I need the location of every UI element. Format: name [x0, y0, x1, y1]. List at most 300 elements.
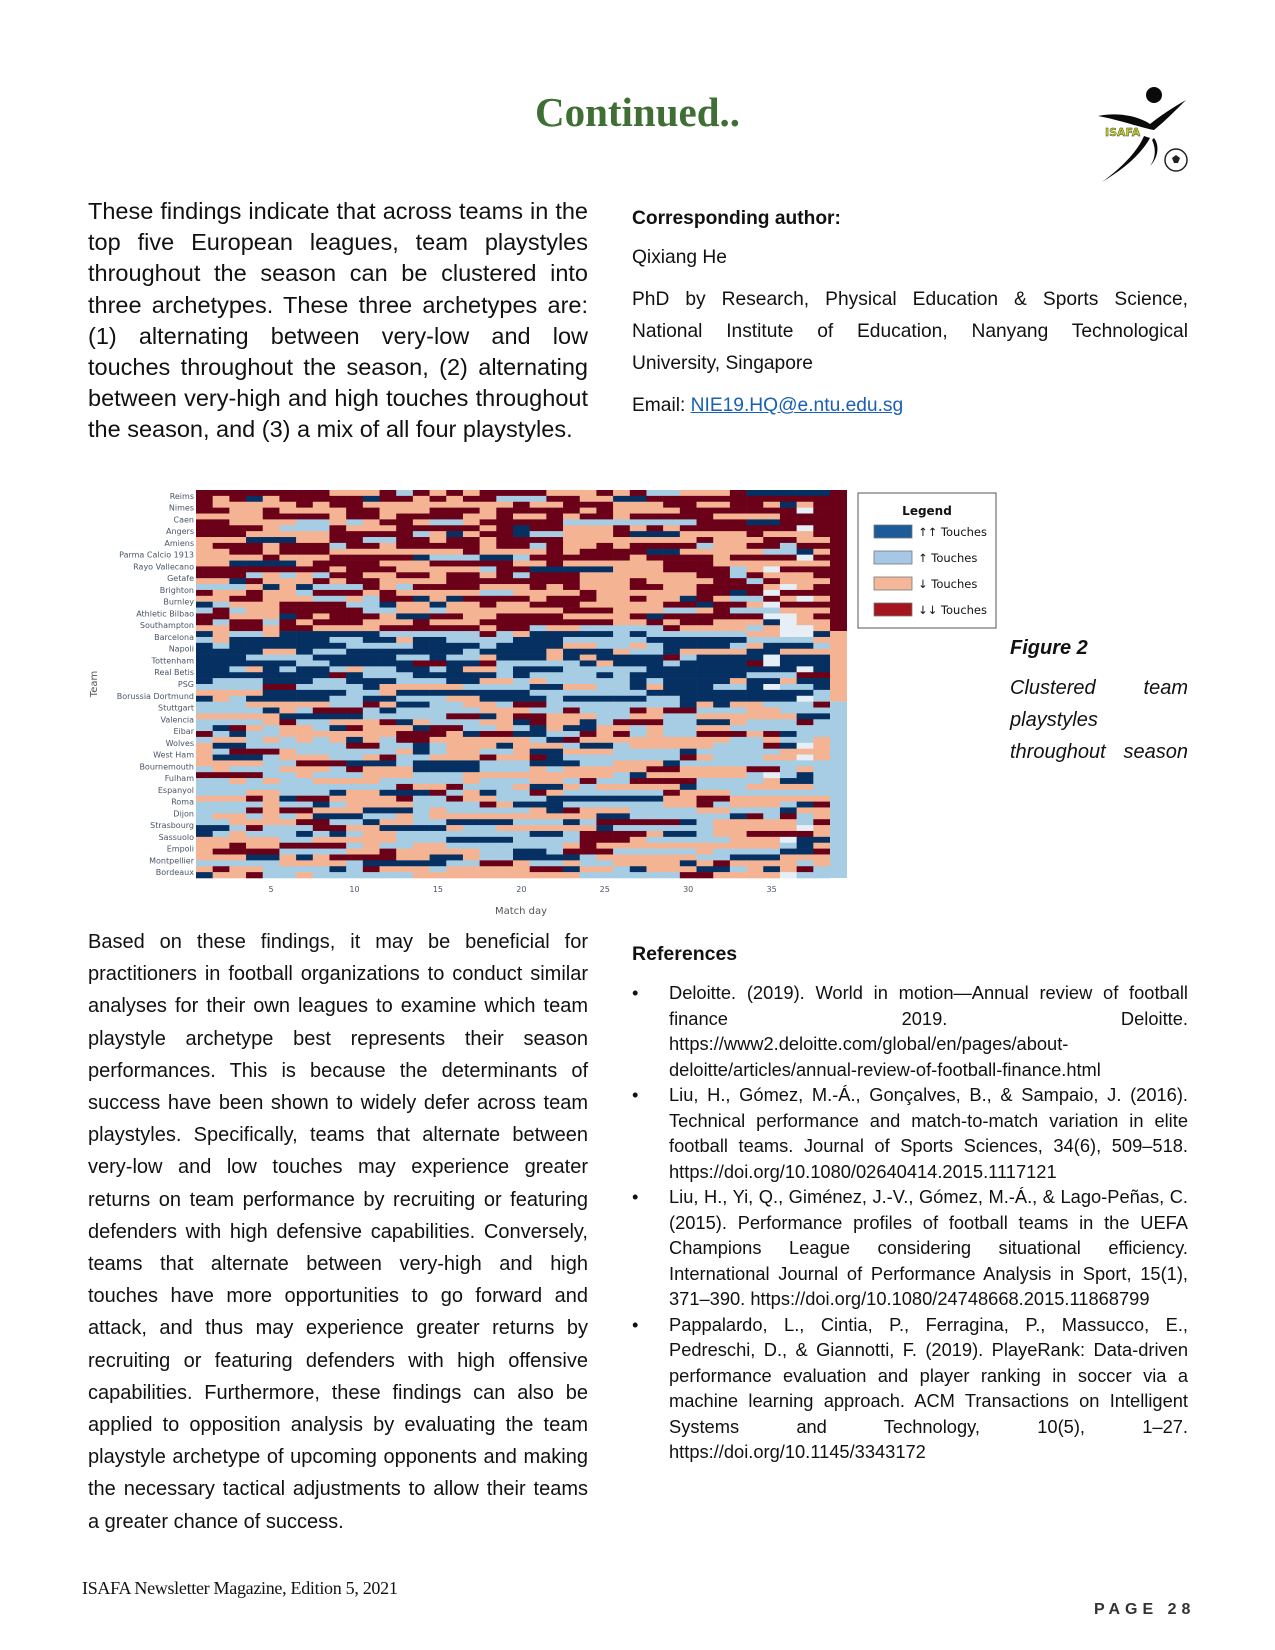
heatmap-cell [463, 561, 480, 567]
heatmap-cell [196, 837, 213, 843]
heatmap-cell [213, 608, 230, 614]
heatmap-cell [613, 849, 630, 855]
heatmap-cell [446, 561, 463, 567]
heatmap-cell [780, 678, 797, 684]
heatmap-cell [747, 502, 764, 508]
heatmap-cell [763, 708, 780, 714]
heatmap-cell [697, 860, 714, 866]
heatmap-cell [430, 849, 447, 855]
reference-text: Liu, H., Gómez, M.-Á., Gonçalves, B., & Sampaio, J. (2016). Technical performance and match-to-match variation in elite football teams. Journal of Sports Sciences, 34(6), 509–518. https://doi.org/10.1080/02640414.2015.1117121 [669, 1084, 1188, 1182]
heatmap-cell [563, 625, 580, 631]
heatmap-cell [613, 825, 630, 831]
heatmap-cell [563, 760, 580, 766]
heatmap-cell [763, 831, 780, 837]
heatmap-cell [380, 502, 397, 508]
heatmap-cell [630, 731, 647, 737]
heatmap-cell [513, 613, 530, 619]
heatmap-cell [663, 590, 680, 596]
heatmap-cell [463, 719, 480, 725]
heatmap-cell [279, 566, 296, 572]
heatmap-cell [730, 531, 747, 537]
heatmap-cell [563, 684, 580, 690]
heatmap-cell [329, 584, 346, 590]
heatmap-cell [663, 790, 680, 796]
heatmap-cell [396, 713, 413, 719]
heatmap-cell [229, 543, 246, 549]
heatmap-cell [813, 625, 830, 631]
heatmap-cell [797, 596, 814, 602]
heatmap-cell [263, 596, 280, 602]
heatmap-cell [413, 702, 430, 708]
heatmap-cell [730, 660, 747, 666]
heatmap-cell [513, 543, 530, 549]
heatmap-cell [296, 854, 313, 860]
heatmap-cell [563, 790, 580, 796]
heatmap-cell [546, 549, 563, 555]
heatmap-cell [313, 843, 330, 849]
heatmap-cell [213, 625, 230, 631]
heatmap-cell [380, 713, 397, 719]
heatmap-chart [84, 484, 1014, 920]
heatmap-cell [797, 843, 814, 849]
references-list [632, 980, 1188, 1465]
heatmap-cell [680, 819, 697, 825]
heatmap-cell [229, 531, 246, 537]
heatmap-cell [513, 496, 530, 502]
heatmap-cell [813, 684, 830, 690]
heatmap-cell [329, 755, 346, 761]
heatmap-cell [430, 578, 447, 584]
heatmap-cell [530, 490, 547, 496]
heatmap-cell [363, 625, 380, 631]
heatmap-cell [747, 843, 764, 849]
heatmap-cell [480, 643, 497, 649]
legend-label: ↓↓ Touches [918, 603, 987, 617]
heatmap-cell [813, 725, 830, 731]
heatmap-cell [580, 525, 597, 531]
heatmap-cell [630, 537, 647, 543]
heatmap-cell [363, 807, 380, 813]
heatmap-cell [747, 708, 764, 714]
heatmap-cell [630, 590, 647, 596]
heatmap-cell [463, 619, 480, 625]
heatmap-cell [780, 843, 797, 849]
heatmap-cell [697, 743, 714, 749]
heatmap-cell [413, 602, 430, 608]
heatmap-cell [780, 649, 797, 655]
heatmap-cell [747, 831, 764, 837]
heatmap-cell [797, 778, 814, 784]
heatmap-cell [546, 825, 563, 831]
heatmap-cell [546, 708, 563, 714]
heatmap-cell [246, 854, 263, 860]
heatmap-cell [363, 496, 380, 502]
heatmap-cell [430, 813, 447, 819]
heatmap-cell [763, 778, 780, 784]
heatmap-cell [513, 561, 530, 567]
heatmap-cell [296, 549, 313, 555]
heatmap-cell [463, 508, 480, 514]
heatmap-cell [229, 802, 246, 808]
heatmap-cell [513, 737, 530, 743]
heatmap-cell [797, 578, 814, 584]
heatmap-cell [580, 760, 597, 766]
intro-paragraph: These findings indicate that across teams in the top five European leagues, team playstyles throughout the season can be clustered into three archetypes. These three archetypes are: (1) alternating between very-low and low touches throughout the season, (2) alternating between very-high and high touches throughout the season, and (3) a mix of all four playstyles. [88, 198, 588, 443]
heatmap-cell [697, 872, 714, 878]
heatmap-cell [346, 590, 363, 596]
heatmap-cell [296, 514, 313, 520]
heatmap-cell [396, 613, 413, 619]
heatmap-cell [196, 796, 213, 802]
heatmap-cell [680, 772, 697, 778]
heatmap-cell [797, 690, 814, 696]
bullet-icon: • [632, 982, 639, 1003]
heatmap-cell [213, 849, 230, 855]
heatmap-cell [680, 619, 697, 625]
heatmap-cell [196, 684, 213, 690]
heatmap-cell [496, 572, 513, 578]
heatmap-cell [730, 837, 747, 843]
heatmap-cell [296, 572, 313, 578]
heatmap-cell [229, 631, 246, 637]
heatmap-cell [313, 737, 330, 743]
heatmap-cell [296, 596, 313, 602]
heatmap-cell [380, 490, 397, 496]
heatmap-cell [496, 843, 513, 849]
heatmap-cell [646, 655, 663, 661]
heatmap-cell [530, 713, 547, 719]
heatmap-cell [380, 666, 397, 672]
heatmap-cell [279, 731, 296, 737]
heatmap-cell [446, 843, 463, 849]
heatmap-cell [563, 555, 580, 561]
heatmap-cell [263, 496, 280, 502]
heatmap-cell [463, 519, 480, 525]
heatmap-cell [346, 796, 363, 802]
heatmap-cell [530, 531, 547, 537]
heatmap-cell [413, 666, 430, 672]
email-link[interactable]: NIE19.HQ@e.ntu.edu.sg [690, 395, 904, 416]
heatmap-cell [313, 860, 330, 866]
heatmap-cell [797, 566, 814, 572]
heatmap-cell [246, 608, 263, 614]
heatmap-cell [763, 755, 780, 761]
heatmap-cell [530, 631, 547, 637]
heatmap-cell [229, 525, 246, 531]
heatmap-cell [213, 831, 230, 837]
heatmap-cell [613, 555, 630, 561]
heatmap-cell [396, 537, 413, 543]
heatmap-cell [630, 649, 647, 655]
heatmap-cell [763, 608, 780, 614]
heatmap-cell [580, 637, 597, 643]
heatmap-cell [763, 561, 780, 567]
heatmap-cell [663, 737, 680, 743]
heatmap-cell [363, 684, 380, 690]
heatmap-cell [596, 537, 613, 543]
heatmap-cell [730, 849, 747, 855]
heatmap-cell [713, 596, 730, 602]
page-number: PAGE 28 [1094, 1601, 1196, 1618]
heatmap-cell [780, 772, 797, 778]
heatmap-cell [363, 490, 380, 496]
heatmap-cell [196, 549, 213, 555]
heatmap-cell [780, 637, 797, 643]
heatmap-cell [646, 502, 663, 508]
heatmap-cell [396, 549, 413, 555]
heatmap-cell [596, 596, 613, 602]
heatmap-cell [663, 625, 680, 631]
heatmap-cell [413, 496, 430, 502]
heatmap-cell [496, 772, 513, 778]
heatmap-cell [747, 772, 764, 778]
heatmap-cell [613, 519, 630, 525]
heatmap-cell [780, 825, 797, 831]
heatmap-cell [229, 672, 246, 678]
heatmap-cell [363, 572, 380, 578]
heatmap-cell [730, 590, 747, 596]
heatmap-cell [747, 690, 764, 696]
heatmap-cell [596, 825, 613, 831]
heatmap-cell [563, 843, 580, 849]
team-label: Athletic Bilbao [136, 609, 194, 619]
heatmap-cell [513, 678, 530, 684]
heatmap-cell [313, 625, 330, 631]
heatmap-cell [313, 590, 330, 596]
team-label: Real Betis [154, 668, 194, 678]
heatmap-cell [363, 514, 380, 520]
heatmap-cell [546, 660, 563, 666]
heatmap-cell [730, 572, 747, 578]
heatmap-cell [530, 514, 547, 520]
heatmap-cell [296, 684, 313, 690]
heatmap-cell [196, 637, 213, 643]
heatmap-cell [646, 802, 663, 808]
heatmap-cell [446, 660, 463, 666]
heatmap-cell [496, 725, 513, 731]
heatmap-cell [296, 508, 313, 514]
heatmap-cell [363, 537, 380, 543]
heatmap-cell [563, 690, 580, 696]
heatmap-cell [329, 807, 346, 813]
author-email-line [632, 390, 1188, 422]
heatmap-cell [596, 755, 613, 761]
heatmap-cell [613, 737, 630, 743]
heatmap-cell [413, 807, 430, 813]
heatmap-cell [196, 666, 213, 672]
heatmap-cell [430, 608, 447, 614]
heatmap-cell [313, 731, 330, 737]
heatmap-cell [246, 543, 263, 549]
heatmap-cell [680, 660, 697, 666]
heatmap-cell [396, 866, 413, 872]
heatmap-cells [196, 490, 830, 878]
heatmap-cell [546, 813, 563, 819]
heatmap-cell [229, 643, 246, 649]
heatmap-cell [480, 672, 497, 678]
heatmap-cell [813, 731, 830, 737]
heatmap-cell [413, 531, 430, 537]
heatmap-cell [813, 602, 830, 608]
heatmap-cell [446, 837, 463, 843]
heatmap-cell [279, 519, 296, 525]
heatmap-cell [296, 749, 313, 755]
heatmap-cell [480, 655, 497, 661]
heatmap-cell [279, 631, 296, 637]
heatmap-cell [747, 566, 764, 572]
heatmap-cell [646, 825, 663, 831]
heatmap-cell [663, 719, 680, 725]
heatmap-cell [496, 672, 513, 678]
heatmap-cell [329, 549, 346, 555]
heatmap-cell [413, 872, 430, 878]
heatmap-cell [430, 531, 447, 537]
heatmap-cell [646, 625, 663, 631]
heatmap-cell [763, 549, 780, 555]
heatmap-cell [430, 807, 447, 813]
heatmap-cell [713, 572, 730, 578]
heatmap-cell [580, 531, 597, 537]
heatmap-cell [697, 854, 714, 860]
heatmap-cell [630, 514, 647, 520]
heatmap-cell [413, 508, 430, 514]
heatmap-cell [646, 602, 663, 608]
heatmap-cell [580, 725, 597, 731]
heatmap-cell [263, 807, 280, 813]
heatmap-cell [646, 531, 663, 537]
heatmap-cell [263, 590, 280, 596]
heatmap-cell [463, 725, 480, 731]
heatmap-cell [763, 790, 780, 796]
heatmap-cell [680, 749, 697, 755]
heatmap-cell [496, 561, 513, 567]
heatmap-cell [463, 778, 480, 784]
heatmap-cell [363, 596, 380, 602]
heatmap-cell [797, 784, 814, 790]
heatmap-cell [413, 690, 430, 696]
heatmap-cell [480, 572, 497, 578]
heatmap-cell [246, 625, 263, 631]
heatmap-cell [780, 549, 797, 555]
heatmap-cell [480, 743, 497, 749]
heatmap-cell [446, 619, 463, 625]
heatmap-cell [713, 660, 730, 666]
heatmap-cell [747, 872, 764, 878]
heatmap-cell [279, 508, 296, 514]
heatmap-cell [630, 490, 647, 496]
heatmap-cell [279, 790, 296, 796]
heatmap-cell [246, 725, 263, 731]
heatmap-cell [596, 543, 613, 549]
heatmap-cell [413, 655, 430, 661]
heatmap-cell [496, 796, 513, 802]
heatmap-cell [513, 684, 530, 690]
heatmap-cell [697, 719, 714, 725]
heatmap-cell [480, 719, 497, 725]
heatmap-cell [329, 666, 346, 672]
heatmap-cell [213, 549, 230, 555]
heatmap-cell [396, 837, 413, 843]
heatmap-cell [480, 490, 497, 496]
heatmap-cell [363, 813, 380, 819]
heatmap-cell [463, 596, 480, 602]
heatmap-cell [346, 854, 363, 860]
heatmap-cell [530, 772, 547, 778]
heatmap-cell [697, 772, 714, 778]
heatmap-cell [313, 755, 330, 761]
heatmap-cell [229, 578, 246, 584]
heatmap-cell [296, 660, 313, 666]
heatmap-cell [780, 625, 797, 631]
heatmap-cell [196, 561, 213, 567]
heatmap-cell [446, 784, 463, 790]
heatmap-cell [480, 854, 497, 860]
heatmap-cell [213, 837, 230, 843]
heatmap-cell [329, 866, 346, 872]
heatmap-cell [813, 672, 830, 678]
heatmap-cell [380, 508, 397, 514]
heatmap-cell [196, 525, 213, 531]
heatmap-cell [513, 643, 530, 649]
heatmap-cell [296, 666, 313, 672]
heatmap-cell [563, 854, 580, 860]
heatmap-cell [813, 678, 830, 684]
cluster-indicator-bar [830, 631, 847, 702]
team-label: Amiens [164, 538, 194, 548]
heatmap-cell [630, 696, 647, 702]
heatmap-cell [747, 731, 764, 737]
heatmap-cell [346, 578, 363, 584]
heatmap-cell [480, 784, 497, 790]
heatmap-cell [246, 843, 263, 849]
team-label: Valencia [160, 715, 194, 725]
heatmap-cell [346, 643, 363, 649]
heatmap-cell [229, 537, 246, 543]
heatmap-cell [380, 549, 397, 555]
heatmap-cell [246, 590, 263, 596]
heatmap-cell [546, 514, 563, 520]
heatmap-cell [296, 649, 313, 655]
heatmap-cell [229, 790, 246, 796]
heatmap-cell [613, 490, 630, 496]
footer-publication: ISAFA Newsletter Magazine, Edition 5, 2021 [82, 1578, 398, 1598]
heatmap-cell [697, 637, 714, 643]
heatmap-cell [430, 702, 447, 708]
heatmap-cell [329, 702, 346, 708]
heatmap-cell [396, 502, 413, 508]
heatmap-cell [730, 514, 747, 520]
heatmap-cell [463, 690, 480, 696]
heatmap-cell [713, 807, 730, 813]
heatmap-cell [546, 790, 563, 796]
heatmap-cell [329, 596, 346, 602]
heatmap-cell [480, 831, 497, 837]
heatmap-cell [279, 549, 296, 555]
heatmap-cell [663, 766, 680, 772]
heatmap-cell [380, 496, 397, 502]
heatmap-cell [613, 637, 630, 643]
heatmap-cell [296, 496, 313, 502]
heatmap-cell [663, 602, 680, 608]
heatmap-cell [797, 525, 814, 531]
heatmap-cell [463, 625, 480, 631]
heatmap-cell [680, 625, 697, 631]
heatmap-cell [780, 743, 797, 749]
heatmap-cell [563, 743, 580, 749]
heatmap-cell [530, 655, 547, 661]
heatmap-cell [813, 566, 830, 572]
heatmap-cell [329, 543, 346, 549]
